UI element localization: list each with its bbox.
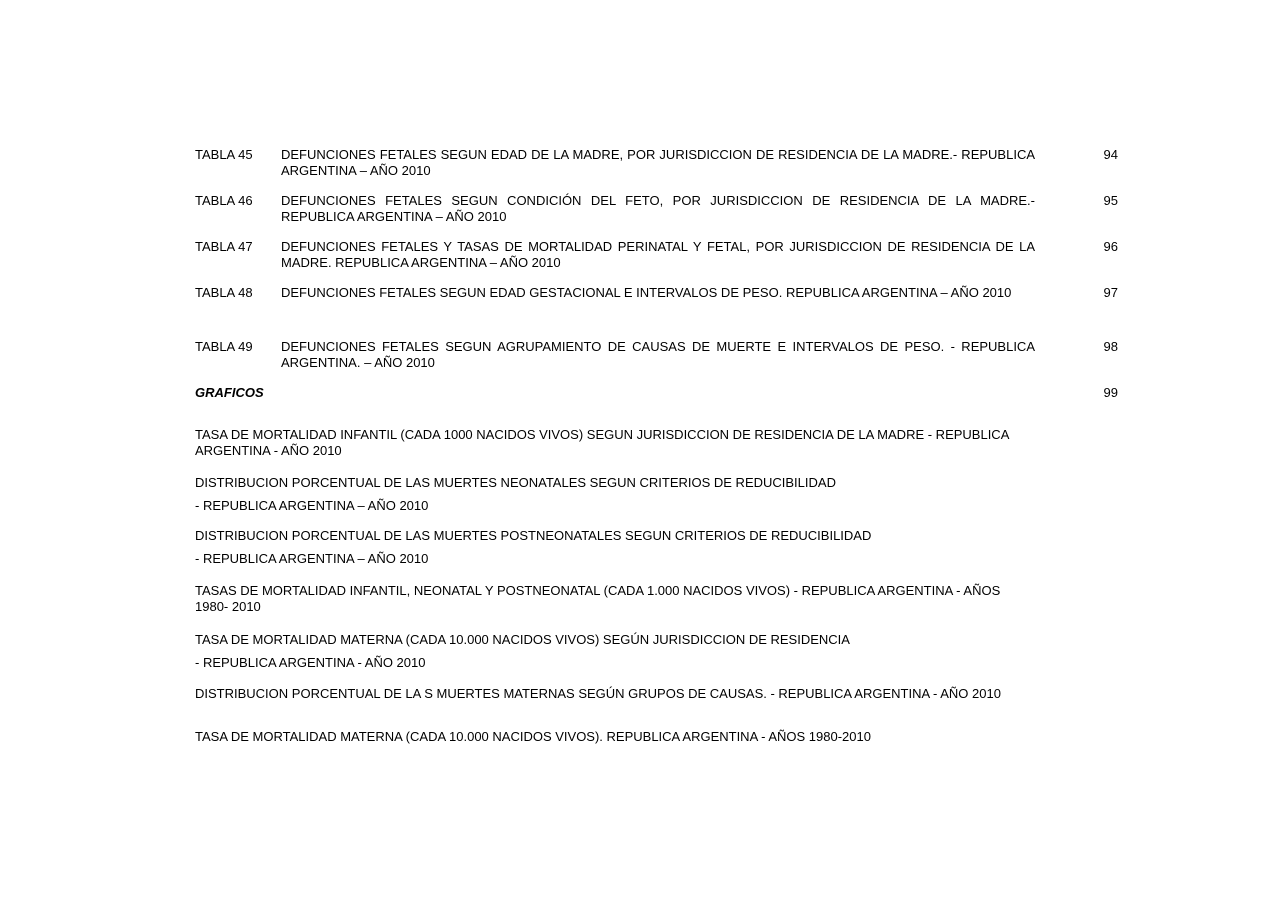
page-number: 95 bbox=[1103, 193, 1118, 208]
grafico-item-continuation: - REPUBLICA ARGENTINA – AÑO 2010 bbox=[195, 498, 429, 513]
tabla-label: TABLA 46 bbox=[195, 193, 253, 208]
tabla-description: DEFUNCIONES FETALES SEGUN CONDICIÓN DEL FETO, POR JURISDICCION DE RESIDENCIA DE LA MADRE.- REPUBLICA ARGENTINA – AÑO 2010 bbox=[281, 193, 1035, 224]
tabla-description: DEFUNCIONES FETALES SEGUN AGRUPAMIENTO DE CAUSAS DE MUERTE E INTERVALOS DE PESO. - REPUBLICA ARGENTINA. – AÑO 2010 bbox=[281, 339, 1035, 370]
page-number: 97 bbox=[1103, 285, 1118, 300]
grafico-item: TASAS DE MORTALIDAD INFANTIL, NEONATAL Y POSTNEONATAL (CADA 1.000 NACIDOS VIVOS) - REPUBLICA ARGENTINA - AÑOS 1980- 2010 bbox=[195, 583, 1001, 614]
tabla-label: TABLA 49 bbox=[195, 339, 253, 354]
page-number: 99 bbox=[1103, 385, 1118, 400]
grafico-item: DISTRIBUCION PORCENTUAL DE LAS MUERTES POSTNEONATALES SEGUN CRITERIOS DE REDUCIBILIDAD bbox=[195, 528, 872, 543]
grafico-item: TASA DE MORTALIDAD INFANTIL (CADA 1000 NACIDOS VIVOS) SEGUN JURISDICCION DE RESIDENCIA DE LA MADRE - REPUBLICA ARGENTINA - AÑO 2010 bbox=[195, 427, 1009, 458]
tabla-label: TABLA 48 bbox=[195, 285, 253, 300]
grafico-item-continuation: - REPUBLICA ARGENTINA - AÑO 2010 bbox=[195, 655, 426, 670]
page-number: 94 bbox=[1103, 147, 1118, 162]
tabla-description: DEFUNCIONES FETALES SEGUN EDAD DE LA MADRE, POR JURISDICCION DE RESIDENCIA DE LA MADRE.- REPUBLICA ARGENTINA – AÑO 2010 bbox=[281, 147, 1035, 178]
tabla-description: DEFUNCIONES FETALES SEGUN EDAD GESTACIONAL E INTERVALOS DE PESO. REPUBLICA ARGENTINA – AÑO 2010 bbox=[281, 285, 1012, 300]
grafico-item: DISTRIBUCION PORCENTUAL DE LA S MUERTES MATERNAS SEGÚN GRUPOS DE CAUSAS. - REPUBLICA ARGENTINA - AÑO 2010 bbox=[195, 686, 1001, 701]
tabla-label: TABLA 45 bbox=[195, 147, 253, 162]
section-title: GRAFICOS bbox=[195, 385, 264, 400]
tabla-description: DEFUNCIONES FETALES Y TASAS DE MORTALIDAD PERINATAL Y FETAL, POR JURISDICCION DE RESIDENCIA DE LA MADRE. REPUBLICA ARGENTINA – AÑO 2010 bbox=[281, 239, 1035, 270]
grafico-item: TASA DE MORTALIDAD MATERNA (CADA 10.000 NACIDOS VIVOS) SEGÚN JURISDICCION DE RESIDENCIA bbox=[195, 632, 850, 647]
grafico-item: TASA DE MORTALIDAD MATERNA (CADA 10.000 NACIDOS VIVOS). REPUBLICA ARGENTINA - AÑOS 1980-2010 bbox=[195, 729, 871, 744]
grafico-item: DISTRIBUCION PORCENTUAL DE LAS MUERTES NEONATALES SEGUN CRITERIOS DE REDUCIBILIDAD bbox=[195, 475, 836, 490]
grafico-item-continuation: - REPUBLICA ARGENTINA – AÑO 2010 bbox=[195, 551, 429, 566]
tabla-label: TABLA 47 bbox=[195, 239, 253, 254]
page-number: 98 bbox=[1103, 339, 1118, 354]
page-number: 96 bbox=[1103, 239, 1118, 254]
